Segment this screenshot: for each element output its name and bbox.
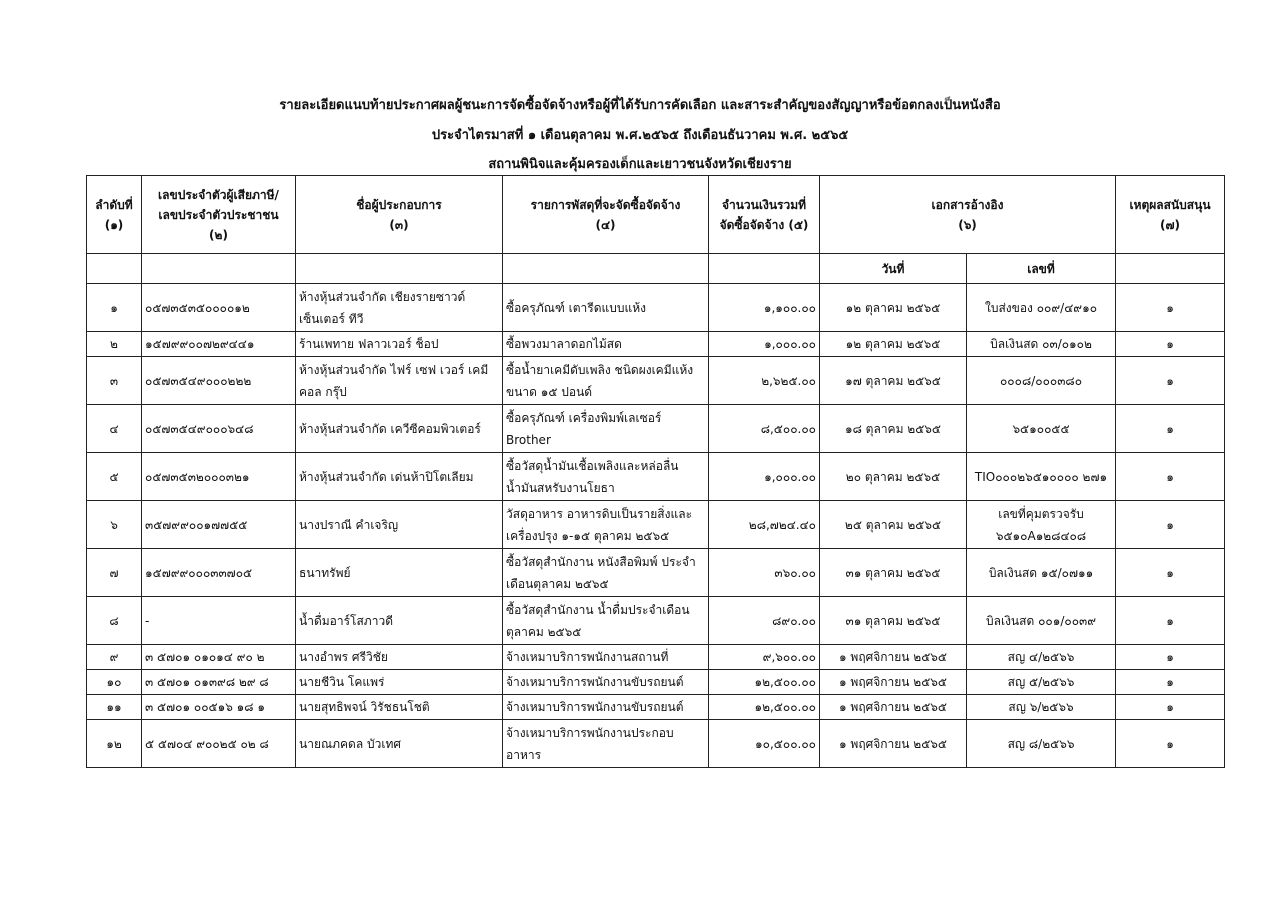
table-row [87, 501, 1225, 549]
row-item: จ้างเหมาบริการพนักงานขับรถยนต์ [503, 670, 709, 695]
table-row [87, 332, 1225, 357]
row-reason: ๑ [1116, 357, 1225, 405]
row-amount: ๒๘,๗๒๔.๔๐ [709, 501, 820, 549]
row-amount: ๓๖๐.๐๐ [709, 549, 820, 597]
row-number: ๑๑ [87, 695, 142, 720]
row-reason: ๑ [1116, 720, 1225, 768]
header-item: รายการพัสดุที่จะจัดซื้อจัดจ้าง (๔) [503, 176, 709, 254]
row-vendor: ร้านเพทาย ฟลาวเวอร์ ช็อป [296, 332, 503, 357]
row-vendor: น้ำดื่มอาร์โสภาวดี [296, 597, 503, 645]
row-reference: ๖๕๑๐๐๕๕ [967, 405, 1116, 453]
row-amount: ๘,๕๐๐.๐๐ [709, 405, 820, 453]
row-tax-id: ๑๕๗๙๙๐๐๐๓๓๗๐๕ [142, 549, 296, 597]
row-reference: TIO๐๐๐๒๖๕๑๐๐๐๐ ๒๗๑ [967, 453, 1116, 501]
row-reason: ๑ [1116, 284, 1225, 332]
row-vendor: ห้างหุ้นส่วนจำกัด เควีซีคอมพิวเตอร์ [296, 405, 503, 453]
row-date: ๑ พฤศจิกายน ๒๕๖๕ [820, 695, 967, 720]
row-tax-id: ๓ ๕๗๐๑ ๐๑๓๙๘ ๒๙ ๘ [142, 670, 296, 695]
row-number: ๙ [87, 645, 142, 670]
row-item: จ้างเหมาบริการพนักงานขับรถยนต์ [503, 695, 709, 720]
row-item: จ้างเหมาบริการพนักงานสถานที่ [503, 645, 709, 670]
header-tax-id: เลขประจำตัวผู้เสียภาษี/ เลขประจำตัวประชาชน (๒) [142, 176, 296, 254]
row-number: ๑ [87, 284, 142, 332]
row-reference: เลขที่คุมตรวจรับ ๖๕๑๐A๑๒๘๔๐๘ [967, 501, 1116, 549]
row-number: ๓ [87, 357, 142, 405]
row-reference: บิลเงินสด ๐๐๑/๐๐๓๙ [967, 597, 1116, 645]
header-sub-empty [709, 254, 820, 284]
row-reason: ๑ [1116, 695, 1225, 720]
row-tax-id: ๕ ๕๗๐๔ ๙๐๐๒๕ ๐๒ ๘ [142, 720, 296, 768]
header-sub-empty [503, 254, 709, 284]
row-number: ๔ [87, 405, 142, 453]
row-reason: ๑ [1116, 405, 1225, 453]
table-row [87, 284, 1225, 332]
row-reference: ใบส่งของ ๐๐๙/๔๙๑๐ [967, 284, 1116, 332]
table-row [87, 357, 1225, 405]
row-amount: ๒,๖๒๕.๐๐ [709, 357, 820, 405]
row-item: ซื้อวัสดุสำนักงาน น้ำดื่มประจำเดือน ตุลาคม ๒๕๖๕ [503, 597, 709, 645]
header-sub-empty [87, 254, 142, 284]
row-reference: สญ ๔/๒๕๖๖ [967, 645, 1116, 670]
row-reason: ๑ [1116, 453, 1225, 501]
row-reason: ๑ [1116, 501, 1225, 549]
row-date: ๑ พฤศจิกายน ๒๕๖๕ [820, 720, 967, 768]
row-date: ๑๒ ตุลาคม ๒๕๖๕ [820, 284, 967, 332]
document-period: ประจำไตรมาสที่ ๑ เดือนตุลาคม พ.ศ.๒๕๖๕ ถึงเดือนธันวาคม พ.ศ. ๒๕๖๕ [431, 128, 849, 143]
header-sub-empty [142, 254, 296, 284]
row-amount: ๑,๐๐๐.๐๐ [709, 332, 820, 357]
row-vendor: ห้างหุ้นส่วนจำกัด เด่นห้าปิโตเลียม [296, 453, 503, 501]
header-amount: จำนวนเงินรวมที่ จัดซื้อจัดจ้าง (๕) [709, 176, 820, 254]
row-amount: ๑,๑๐๐.๐๐ [709, 284, 820, 332]
row-reason: ๑ [1116, 597, 1225, 645]
row-number: ๗ [87, 549, 142, 597]
row-number: ๒ [87, 332, 142, 357]
row-tax-id: ๐๕๗๓๕๓๕๐๐๐๐๑๒ [142, 284, 296, 332]
row-date: ๓๑ ตุลาคม ๒๕๖๕ [820, 549, 967, 597]
header-reason: เหตุผลสนับสนุน (๗) [1116, 176, 1225, 254]
row-amount: ๙,๖๐๐.๐๐ [709, 645, 820, 670]
row-reference: สญ ๖/๒๕๖๖ [967, 695, 1116, 720]
table-row [87, 453, 1225, 501]
row-date: ๑๘ ตุลาคม ๒๕๖๕ [820, 405, 967, 453]
row-amount: ๑,๐๐๐.๐๐ [709, 453, 820, 501]
row-tax-id: - [142, 597, 296, 645]
row-item: ซื้อน้ำยาเคมีดับเพลิง ชนิดผงเคมีแห้ง ขนาด ๑๕ ปอนด์ [503, 357, 709, 405]
row-tax-id: ๓ ๕๗๐๑ ๐๑๐๑๔ ๙๐ ๒ [142, 645, 296, 670]
row-vendor: นางอำพร ศรีวิชัย [296, 645, 503, 670]
row-tax-id: ๓ ๕๗๐๑ ๐๐๕๑๖ ๑๘ ๑ [142, 695, 296, 720]
row-reference: ๐๐๐๘/๐๐๐๓๘๐ [967, 357, 1116, 405]
row-tax-id: ๓๕๗๙๙๐๐๑๗๗๕๕ [142, 501, 296, 549]
row-number: ๘ [87, 597, 142, 645]
header-no: ลำดับที่ (๑) [87, 176, 142, 254]
row-tax-id: ๐๕๗๓๕๓๒๐๐๐๓๒๑ [142, 453, 296, 501]
table-row [87, 405, 1225, 453]
table-row [87, 597, 1225, 645]
row-reason: ๑ [1116, 549, 1225, 597]
table-row [87, 720, 1225, 768]
header-reference: เอกสารอ้างอิง (๖) [820, 176, 1116, 254]
row-item: ซื้อวัสดุสำนักงาน หนังสือพิมพ์ ประจำเดือนตุลาคม ๒๕๖๕ [503, 549, 709, 597]
header-vendor: ชื่อผู้ประกอบการ (๓) [296, 176, 503, 254]
row-date: ๑ พฤศจิกายน ๒๕๖๕ [820, 645, 967, 670]
row-item: ซื้อครุภัณฑ์ เครื่องพิมพ์เลเซอร์ Brother [503, 405, 709, 453]
row-item: วัสดุอาหาร อาหารดิบเป็นรายสิ่งและเครื่องปรุง ๑-๑๕ ตุลาคม ๒๕๖๕ [503, 501, 709, 549]
row-tax-id: ๐๕๗๓๕๔๙๐๐๐๒๒๒ [142, 357, 296, 405]
row-reference: สญ ๘/๒๕๖๖ [967, 720, 1116, 768]
row-number: ๑๒ [87, 720, 142, 768]
row-vendor: นางปราณี คำเจริญ [296, 501, 503, 549]
row-amount: ๑๐,๕๐๐.๐๐ [709, 720, 820, 768]
row-item: ซื้อครุภัณฑ์ เตารีดแบบแห้ง [503, 284, 709, 332]
row-date: ๑๒ ตุลาคม ๒๕๖๕ [820, 332, 967, 357]
table-row [87, 645, 1225, 670]
row-date: ๒๕ ตุลาคม ๒๕๖๕ [820, 501, 967, 549]
row-reference: บิลเงินสด ๑๕/๐๗๑๑ [967, 549, 1116, 597]
row-date: ๓๑ ตุลาคม ๒๕๖๕ [820, 597, 967, 645]
procurement-table [86, 175, 1225, 768]
row-reason: ๑ [1116, 670, 1225, 695]
row-vendor: ห้างหุ้นส่วนจำกัด ไฟร์ เซฟ เวอร์ เคมีคอล กรุ๊ป [296, 357, 503, 405]
row-reason: ๑ [1116, 645, 1225, 670]
row-vendor: นายสุทธิพจน์ วิรัชธนโชติ [296, 695, 503, 720]
header-ref-number: เลขที่ [967, 254, 1116, 284]
row-item: ซื้อพวงมาลาดอกไม้สด [503, 332, 709, 357]
table-row [87, 549, 1225, 597]
row-vendor: ห้างหุ้นส่วนจำกัด เชียงรายซาวด์เซ็นเตอร์ ทีวี [296, 284, 503, 332]
row-amount: ๘๙๐.๐๐ [709, 597, 820, 645]
header-sub-empty [1116, 254, 1225, 284]
row-tax-id: ๑๕๗๙๙๐๐๗๒๙๔๔๑ [142, 332, 296, 357]
row-date: ๒๐ ตุลาคม ๒๕๖๕ [820, 453, 967, 501]
row-amount: ๑๒,๕๐๐.๐๐ [709, 695, 820, 720]
row-vendor: นายชีวิน โคแพร่ [296, 670, 503, 695]
row-date: ๑ พฤศจิกายน ๒๕๖๕ [820, 670, 967, 695]
table-row [87, 670, 1225, 695]
row-tax-id: ๐๕๗๓๕๔๙๐๐๐๖๔๘ [142, 405, 296, 453]
row-number: ๕ [87, 453, 142, 501]
row-reference: สญ ๕/๒๕๖๖ [967, 670, 1116, 695]
row-date: ๑๗ ตุลาคม ๒๕๖๕ [820, 357, 967, 405]
document-agency: สถานพินิจและคุ้มครองเด็กและเยาวชนจังหวัดเชียงราย [488, 157, 792, 172]
row-number: ๑๐ [87, 670, 142, 695]
row-item: ซื้อวัสดุน้ำมันเชื้อเพลิงและหล่อลื่น น้ำมันสหรับงานโยธา [503, 453, 709, 501]
table-row [87, 695, 1225, 720]
row-item: จ้างเหมาบริการพนักงานประกอบอาหาร [503, 720, 709, 768]
row-number: ๖ [87, 501, 142, 549]
document-title: รายละเอียดแนบท้ายประกาศผลผู้ชนะการจัดซื้อจัดจ้างหรือผู้ที่ได้รับการคัดเลือก และสาระสำคัญของสัญญาหรือข้อตกลงเป็นหนังสือ [279, 98, 1001, 113]
row-reason: ๑ [1116, 332, 1225, 357]
header-sub-empty [296, 254, 503, 284]
row-reference: บิลเงินสด ๐๓/๐๑๐๒ [967, 332, 1116, 357]
row-vendor: ธนาทรัพย์ [296, 549, 503, 597]
header-date: วันที่ [820, 254, 967, 284]
row-vendor: นายณภคดล บัวเทศ [296, 720, 503, 768]
row-amount: ๑๒,๕๐๐.๐๐ [709, 670, 820, 695]
